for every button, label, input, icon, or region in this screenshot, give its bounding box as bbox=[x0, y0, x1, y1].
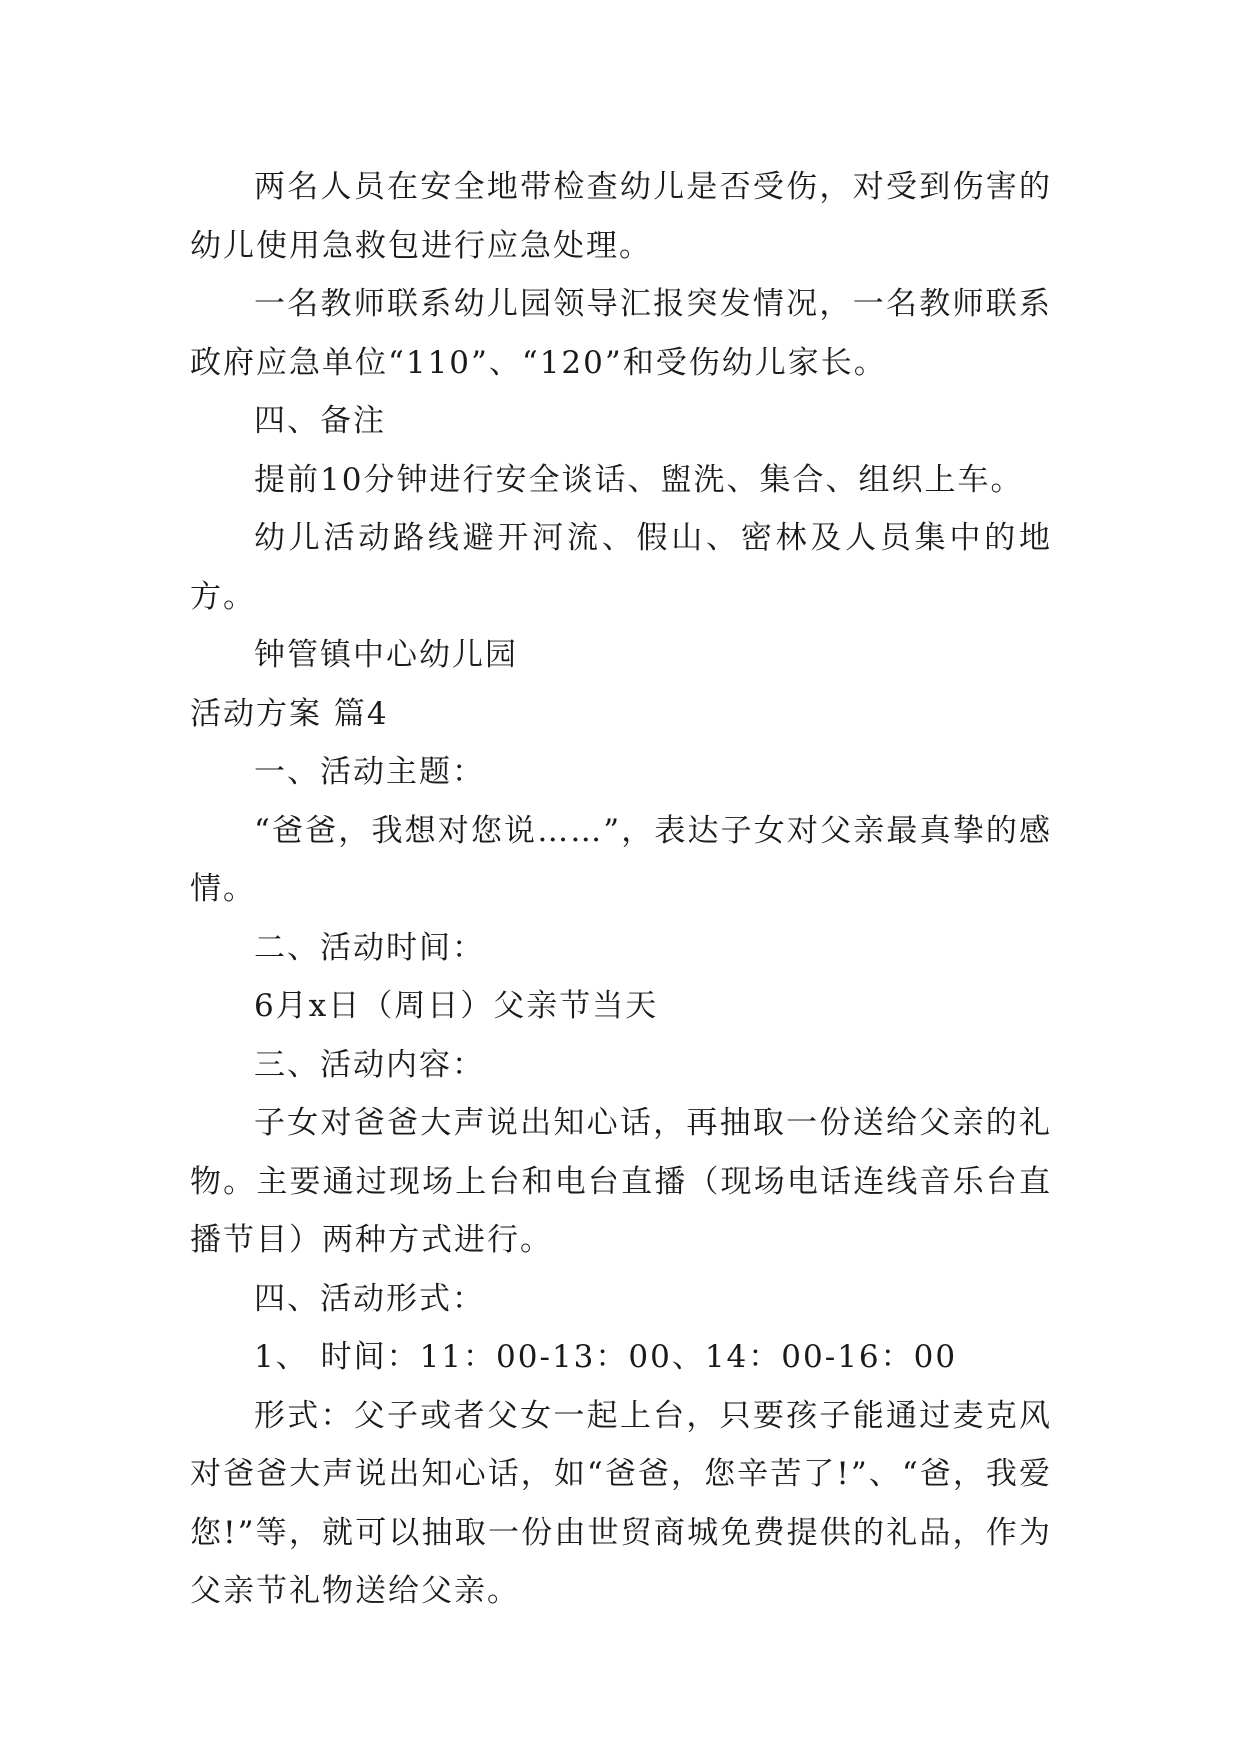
section-heading: 三、活动内容： bbox=[254, 1046, 485, 1083]
section-heading: 四、活动形式： bbox=[254, 1280, 485, 1317]
paragraph: “爸爸，我想对您说……”，表达子女对父亲最真挚的感情。 bbox=[190, 812, 1052, 907]
document-body bbox=[190, 158, 1052, 1621]
section-heading: 一、活动主题： bbox=[254, 754, 485, 790]
paragraph: 6月x日（周日）父亲节当天 bbox=[254, 988, 659, 1024]
paragraph: 形式：父子或者父女一起上台，只要孩子能通过麦克风对爸爸大声说出知心话，如“爸爸，您辛苦了!”、“爸，我爱您!”等，就可以抽取一份由世贸商城免费提供的礼品，作为父亲节礼物送给父亲。 bbox=[190, 1397, 1052, 1609]
document-section-title: 活动方案 篇4 bbox=[190, 695, 389, 732]
paragraph: 两名人员在安全地带检查幼儿是否受伤，对受到伤害的幼儿使用急救包进行应急处理。 bbox=[190, 169, 1052, 264]
paragraph: 幼儿活动路线避开河流、假山、密林及人员集中的地方。 bbox=[190, 520, 1052, 615]
paragraph: 子女对爸爸大声说出知心话，再抽取一份送给父亲的礼物。主要通过现场上台和电台直播（现场电话连线音乐台直播节目）两种方式进行。 bbox=[190, 1105, 1052, 1258]
section-heading: 四、备注 bbox=[254, 403, 386, 439]
paragraph: 1、 时间：11：00-13：00、14：00-16：00 bbox=[254, 1339, 958, 1375]
signature-line: 钟管镇中心幼儿园 bbox=[254, 637, 518, 673]
paragraph: 一名教师联系幼儿园领导汇报突发情况，一名教师联系政府应急单位“110”、“120”和受伤幼儿家长。 bbox=[190, 286, 1052, 381]
section-heading: 二、活动时间： bbox=[254, 929, 485, 966]
paragraph: 提前10分钟进行安全谈话、盥洗、集合、组织上车。 bbox=[254, 461, 1024, 498]
